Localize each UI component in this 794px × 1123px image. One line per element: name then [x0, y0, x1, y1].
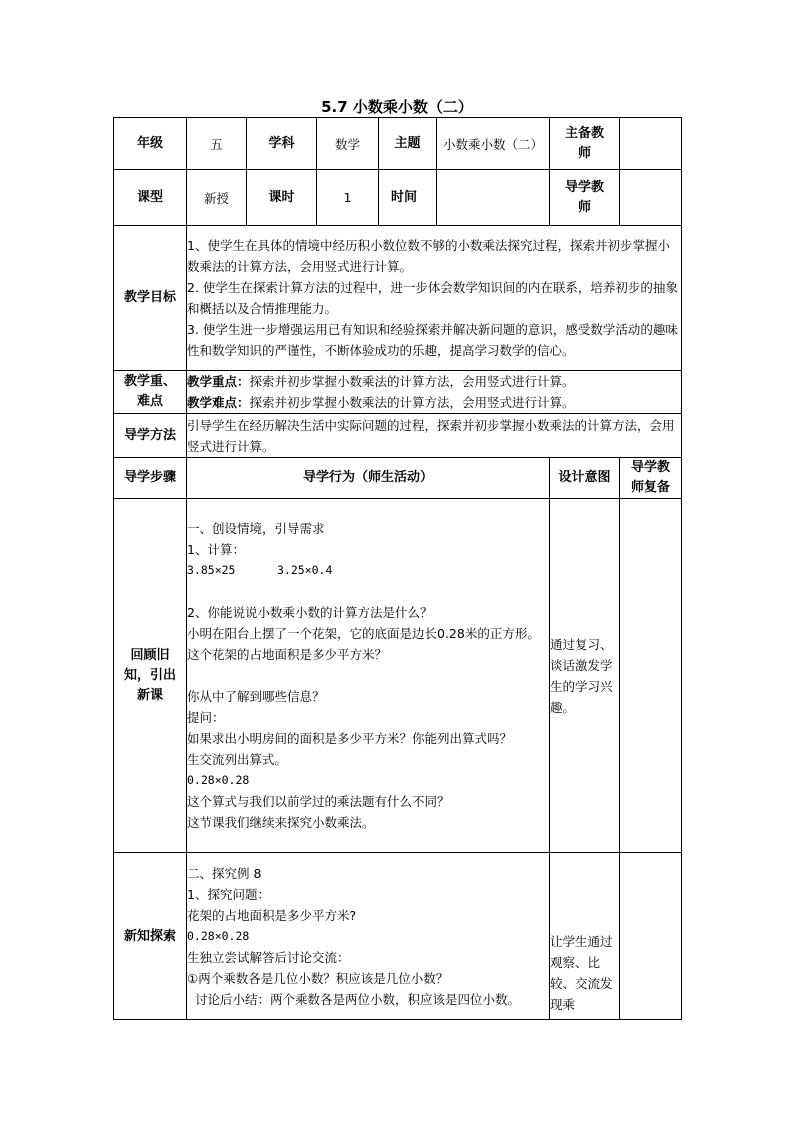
grade-label: 年级	[114, 118, 187, 170]
difficult-point-text: 探索并初步掌握小数乘法的计算方法，会用竖式进行计算。	[249, 395, 575, 410]
lesson-plan-table	[113, 117, 682, 1020]
key-points-row	[114, 371, 682, 414]
topic-value: 小数乘小数（二）	[437, 118, 550, 170]
activity-line: 这节课我们继续来探究小数乘法。	[187, 815, 375, 830]
activity-line: 一、创设情境，引导需求	[187, 521, 325, 536]
activity-line: 1、计算：	[187, 542, 245, 557]
period-label: 课时	[247, 170, 317, 226]
activity-line: 如果求出小明房间的面积是多少平方米？你能列出算式吗？	[187, 731, 513, 746]
column-intent: 设计意图	[550, 458, 620, 499]
time-value	[437, 170, 550, 226]
type-value: 新授	[187, 170, 247, 226]
difficult-point-label: 教学难点：	[187, 395, 250, 410]
activity-line: ①两个乘数各是几位小数？积应该是几位小数？	[187, 970, 449, 986]
header-row-1	[114, 118, 682, 170]
section2-intent: 让学生通过观察、比较、交流发现乘	[550, 853, 620, 1020]
subject-value: 数学	[317, 118, 379, 170]
method-text: 引导学生在经历解决生活中实际问题的过程，探索并初步掌握小数乘法的计算方法，会用竖式进行计算。	[187, 414, 682, 458]
method-label: 导学方法	[114, 414, 187, 458]
section2-step: 新知探索	[114, 853, 187, 1020]
section2-activity	[187, 853, 550, 1020]
page-title: 5.7 小数乘小数（二）	[321, 98, 473, 116]
goal-item: 2. 使学生在探索计算方法的过程中，进一步体会数学知识间的内在联系，培养初步的抽象和概括以及合情推理能力。	[187, 280, 678, 316]
section1-step: 回顾旧知，引出新课	[114, 499, 187, 853]
activity-line: 1、探究问题：	[187, 886, 270, 902]
type-label: 课型	[114, 170, 187, 226]
guide-teacher-label: 导学教师	[550, 170, 620, 226]
activity-line: 提问：	[187, 710, 225, 725]
activity-line: 2、你能说说小数乘小数的计算方法是什么？	[187, 605, 433, 620]
topic-label: 主题	[379, 118, 437, 170]
activity-line: 0.28×0.28	[187, 928, 250, 943]
activity-line: 生交流列出算式。	[187, 752, 288, 767]
subject-label: 学科	[247, 118, 317, 170]
activity-line: 讨论后小结：两个乘数各是两位小数，积应该是四位小数。	[187, 991, 520, 1007]
header-row-2	[114, 170, 682, 226]
key-points-content	[187, 371, 682, 414]
lead-teacher-label: 主备教师	[550, 118, 620, 170]
spacer	[187, 581, 549, 602]
activity-line: 0.28×0.28	[187, 773, 250, 787]
key-points-label: 教学重、难点	[114, 371, 187, 414]
activity-line: 花架的占地面积是多少平方米?	[187, 907, 357, 923]
guide-teacher-value	[620, 170, 682, 226]
grade-value: 五	[187, 118, 247, 170]
section-explore-row	[114, 853, 682, 1020]
column-step: 导学步骤	[114, 458, 187, 499]
period-value: 1	[317, 170, 379, 226]
activity-line: 生独立尝试解答后讨论交流：	[187, 949, 350, 965]
lead-teacher-value	[620, 118, 682, 170]
columns-header-row	[114, 458, 682, 499]
spacer	[187, 665, 549, 686]
column-review: 导学教师复备	[620, 458, 682, 499]
key-point-label: 教学重点：	[187, 374, 250, 389]
goals-content	[187, 226, 682, 371]
goal-item: 3. 使学生进一步增强运用已有知识和经验探索并解决新问题的意识，感受数学活动的趣味性和数学知识的严谨性，不断体验成功的乐趣，提高学习数学的信心。	[187, 322, 678, 358]
activity-line: 这个算式与我们以前学过的乘法题有什么不同？	[187, 794, 450, 809]
section-review-row	[114, 499, 682, 853]
section1-intent: 通过复习、谈话激发学生的学习兴趣。	[550, 499, 620, 853]
goals-row	[114, 226, 682, 371]
method-row	[114, 414, 682, 458]
activity-line: 小明在阳台上摆了一个花架，它的底面是边长0.28米的正方形。这个花架的占地面积是多少平方米？	[187, 626, 540, 662]
section1-activity	[187, 499, 550, 853]
activity-line: 二、探究例 8	[187, 865, 262, 881]
goal-item: 1、使学生在具体的情境中经历积小数位数不够的小数乘法探究过程，探索并初步掌握小数乘法的计算方法，会用竖式进行计算。	[187, 238, 670, 274]
time-label: 时间	[379, 170, 437, 226]
key-point-text: 探索并初步掌握小数乘法的计算方法，会用竖式进行计算。	[249, 374, 575, 389]
activity-line: 你从中了解到哪些信息？	[187, 689, 325, 704]
activity-line: 3.85×25 3.25×0.4	[187, 563, 333, 577]
section2-review	[620, 853, 682, 1020]
column-activity: 导学行为（师生活动）	[187, 458, 550, 499]
goals-label: 教学目标	[114, 226, 187, 371]
section1-review	[620, 499, 682, 853]
